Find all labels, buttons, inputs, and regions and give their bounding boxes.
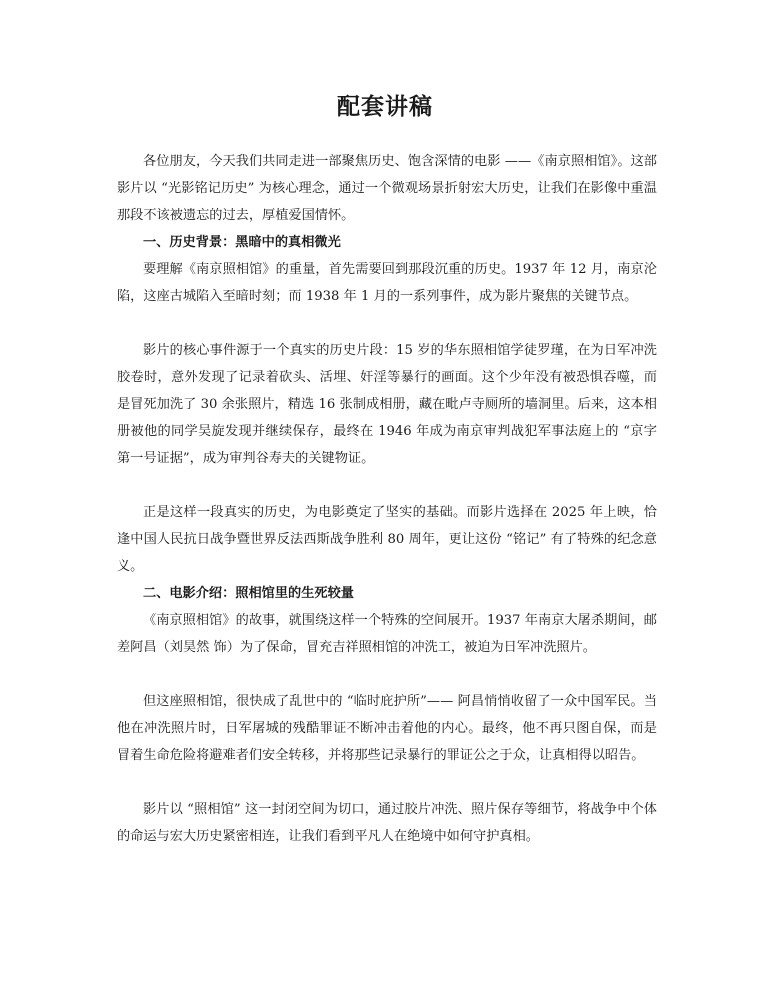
section-2-paragraph-1: 《南京照相馆》的故事，就围绕这样一个特殊的空间展开。1937 年南京大屠杀期间，邮差阿昌（刘昊然 饰）为了保命，冒充吉祥照相馆的冲洗工，被迫为日军冲洗照片。 <box>117 613 657 655</box>
section-2-heading: 二、电影介绍：照相馆里的生死较量 <box>143 586 354 601</box>
intro-paragraph: 各位朋友，今天我们共同走进一部聚焦历史、饱含深情的电影 ——《南京照相馆》。这部影片以 “光影铭记历史” 为核心理念，通过一个微观场景折射宏大历史，让我们在影像中重温那段不该被遗忘的过去，厚植爱国情怀。 <box>117 154 657 223</box>
section-1-paragraph-3: 正是这样一段真实的历史，为电影奠定了坚实的基础。而影片选择在 2025 年上映，恰逢中国人民抗日战争暨世界反法西斯战争胜利 80 周年，更让这份 “铭记” 有了特殊的纪念意义。 <box>117 505 657 574</box>
page-title: 配套讲稿 <box>337 93 433 120</box>
paragraph-spacer <box>117 661 657 688</box>
section-1-heading: 一、历史背景：黑暗中的真相微光 <box>143 235 341 250</box>
paragraph-spacer <box>117 769 657 796</box>
paragraph-spacer <box>117 310 657 337</box>
paragraph-spacer <box>117 472 657 499</box>
section-2-paragraph-3: 影片以 “照相馆” 这一封闭空间为切口，通过胶片冲洗、照片保存等细节，将战争中个体的命运与宏大历史紧密相连，让我们看到平凡人在绝境中如何守护真相。 <box>117 802 657 844</box>
section-1-paragraph-2: 影片的核心事件源于一个真实的历史片段：15 岁的华东照相馆学徒罗瑾，在为日军冲洗胶卷时，意外发现了记录着砍头、活埋、奸淫等暴行的画面。这个少年没有被恐惧吞噬，而是冒死加洗了 30 余张照片，精选 16 张制成相册，藏在毗卢寺厕所的墙洞里。后来，这本相册被他的同学吴旋发现并继续保存，最终在 1946 年成为南京审判战犯军事法庭上的 “京字第一号证据”，成为审判谷寿夫的关键物证。 <box>117 343 657 466</box>
section-2-paragraph-2: 但这座照相馆，很快成了乱世中的 “临时庇护所”—— 阿昌悄悄收留了一众中国军民。当他在冲洗照片时，日军屠城的残酷罪证不断冲击着他的内心。最终，他不再只图自保，而是冒着生命危险将避难者们安全转移，并将那些记录暴行的罪证公之于众，让真相得以昭告。 <box>117 694 657 763</box>
document-body <box>117 148 657 850</box>
section-1-paragraph-1: 要理解《南京照相馆》的重量，首先需要回到那段沉重的历史。1937 年 12 月，南京沦陷，这座古城陷入至暗时刻；而 1938 年 1 月的一系列事件，成为影片聚焦的关键节点。 <box>117 262 657 304</box>
